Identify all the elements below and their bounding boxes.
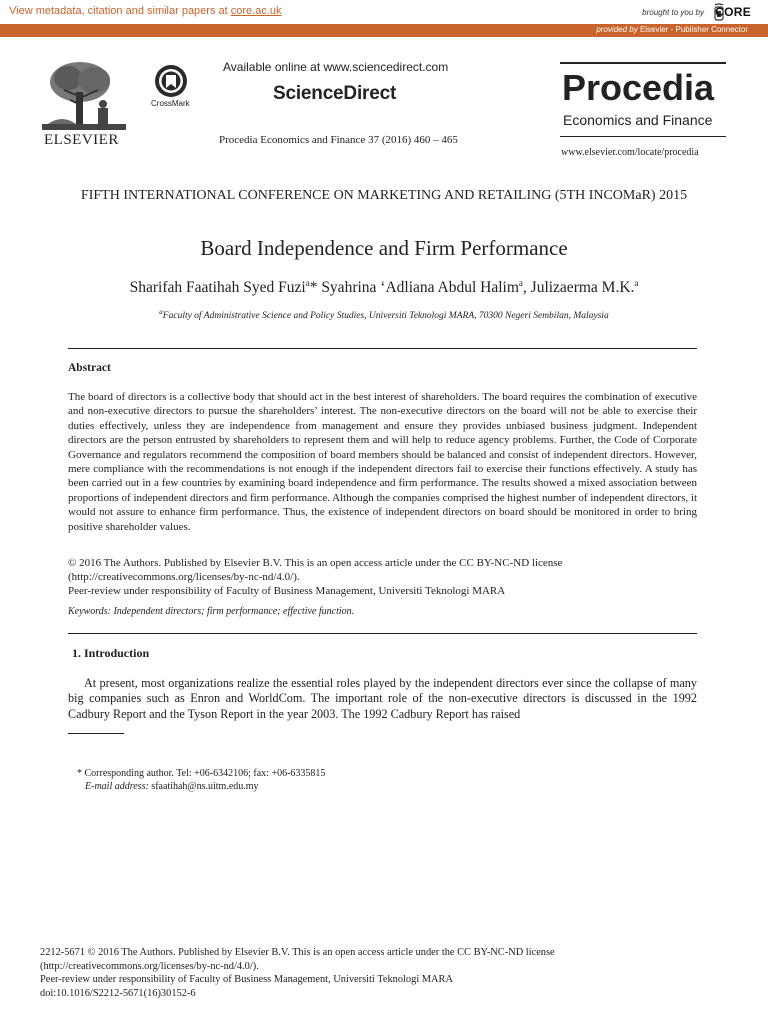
sciencedirect-logo[interactable]: ScienceDirect bbox=[273, 83, 397, 104]
crossmark-label: CrossMark bbox=[151, 99, 190, 108]
available-online-text: Available online at www.sciencedirect.com bbox=[223, 60, 449, 74]
email-address[interactable]: sfaatihah@ns.uitm.edu.my bbox=[148, 781, 259, 792]
core-name[interactable]: CORE bbox=[715, 5, 751, 19]
journal-title: Procedia bbox=[562, 67, 715, 108]
issn-license-line: 2212-5671 © 2016 The Authors. Published by Elsevier B.V. This is an open access article under the CC BY-NC-ND license bbox=[40, 947, 555, 958]
keywords: Keywords: Independent directors; firm performance; effective function. bbox=[68, 606, 355, 617]
email-line bbox=[77, 780, 325, 793]
provided-by-text: provided by Elsevier - Publisher Connector bbox=[596, 25, 748, 34]
introduction-body: At present, most organizations realize the essential roles played by the independent directors ever since the collapse of many big companies such as Enron and WorldCom. The important role of the non-executive directors is discussed in the 1992 Cadbury Report and the Tyson Report in the year 2003. The 1992 Cadbury Report has raised bbox=[68, 676, 697, 721]
abstract-heading: Abstract bbox=[68, 362, 111, 374]
corresponding-author: * Corresponding author. Tel: +06-6342106; fax: +06-6335815 bbox=[77, 768, 326, 779]
peer-review-line: Peer-review under responsibility of Faculty of Business Management, Universiti Teknologi MARA bbox=[40, 974, 453, 986]
footnote-rule bbox=[68, 733, 124, 734]
author-list bbox=[40, 278, 728, 297]
procedia-bottom-rule bbox=[560, 136, 726, 137]
affiliation bbox=[40, 308, 728, 321]
core-link[interactable]: core.ac.uk bbox=[230, 5, 282, 17]
affiliation-mark: a bbox=[159, 308, 163, 316]
author-affiliation-mark: a bbox=[518, 278, 523, 288]
corresponding-mark: * bbox=[309, 279, 318, 297]
journal-reference: Procedia Economics and Finance 37 (2016) 460 – 465 bbox=[219, 134, 458, 146]
journal-url[interactable]: www.elsevier.com/locate/procedia bbox=[561, 147, 699, 158]
crossmark-icon[interactable] bbox=[154, 64, 188, 98]
author-name: Julizaerma M.K. bbox=[526, 279, 635, 297]
license-line: © 2016 The Authors. Published by Elsevier B.V. This is an open access article under the CC BY-NC-ND license bbox=[68, 557, 563, 569]
footnote bbox=[77, 767, 325, 793]
journal-subtitle: Economics and Finance bbox=[563, 112, 713, 128]
author-separator: , bbox=[522, 279, 527, 297]
affiliation-text: Faculty of Administrative Science and Policy Studies, Universiti Teknologi MARA, 70300 Negeri Sembilan, Malaysia bbox=[162, 311, 609, 322]
author-affiliation-mark: a bbox=[634, 278, 639, 288]
introduction-heading: 1. Introduction bbox=[72, 646, 150, 660]
paper-title: Board Independence and Firm Performance bbox=[200, 236, 568, 260]
author-name: Sharifah Faatihah Syed Fuzi bbox=[129, 279, 306, 297]
license-block bbox=[68, 557, 697, 598]
brought-by-text: brought to you by bbox=[642, 8, 704, 17]
procedia-top-rule bbox=[560, 62, 726, 64]
abstract-body: The board of directors is a collective body that should act in the best interest of shareholders. The board requires the combination of executive and non-executive directors to pursue the shareholders’ interest. The non-executive directors on the board will not be able to exercise their duties effectively, unless they are independence from management and ensure they provides unbiased business judgment. Independent directors are the person entrusted by shareholders to represent them and will help to reduce agency problems. Further, the Code of Corporate Governance and regulators recommend the composition of board members should be balanced and consist of independent directors. However, mere compliance with the recommendations is not enough if the independent directors fail to exercise their functions effectively. A study has been carried out in a few countries by examining board independence and firm performance. The results showed a mixed association between proportions of independent directors and firm performance. Although the companies comprised the highest number of independent directors, it would not assure to enhance firm performance. Thus, the existence of independent directors on board should be monitored in order to bring positive shareholder values. bbox=[68, 391, 697, 533]
doi[interactable]: doi:10.1016/S2212-5671(16)30152-6 bbox=[40, 987, 196, 999]
email-label: E-mail address: bbox=[85, 781, 149, 792]
license-link[interactable]: (http://creativecommons.org/licenses/by-nc-nd/4.0/). bbox=[40, 960, 259, 972]
author-affiliation-mark: a bbox=[305, 278, 310, 288]
core-banner bbox=[0, 0, 768, 25]
author-name: Syahrina ‘Adliana Abdul Halim bbox=[317, 279, 519, 297]
bottom-copyright bbox=[40, 946, 555, 1000]
core-metadata-text: View metadata, citation and similar papers at core.ac.uk bbox=[9, 5, 282, 17]
provided-by-bar bbox=[0, 24, 768, 37]
abstract-bottom-rule bbox=[68, 633, 697, 634]
abstract-top-rule bbox=[68, 348, 697, 349]
elsevier-tree-icon bbox=[42, 60, 126, 132]
peer-review-line: Peer-review under responsibility of Faculty of Business Management, Universiti Teknologi MARA bbox=[68, 584, 506, 597]
conference-name: FIFTH INTERNATIONAL CONFERENCE ON MARKETING AND RETAILING (5TH INCOMaR) 2015 bbox=[80, 188, 688, 203]
publisher-name: ELSEVIER bbox=[44, 132, 119, 148]
license-link[interactable]: (http://creativecommons.org/licenses/by-nc-nd/4.0/). bbox=[68, 570, 300, 583]
